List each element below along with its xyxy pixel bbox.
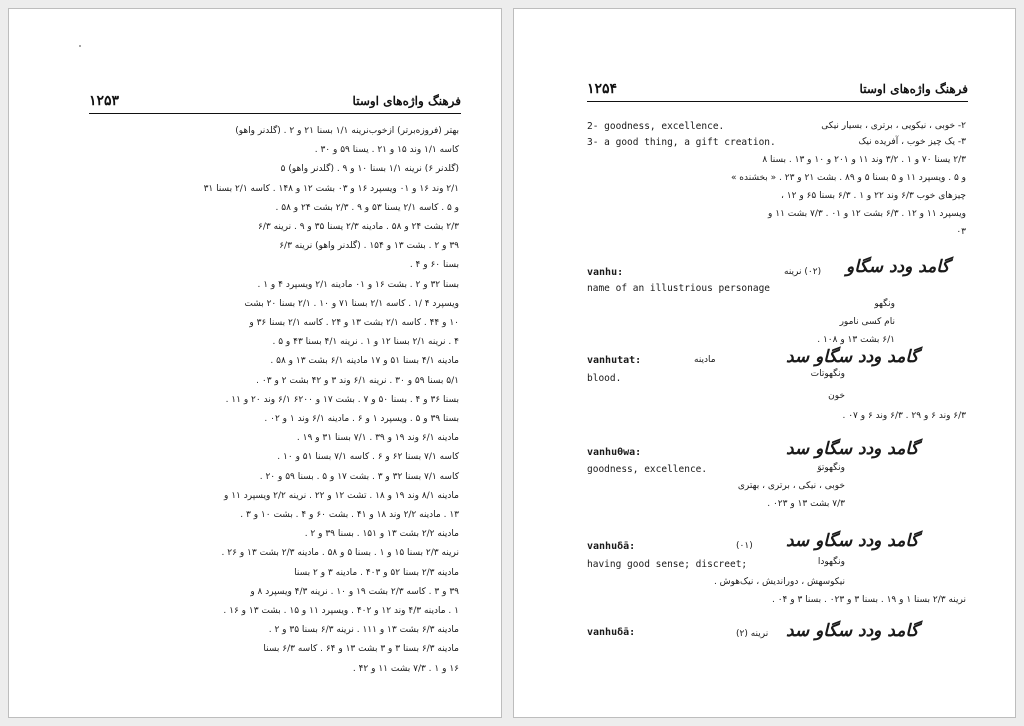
scan-speck xyxy=(79,45,81,47)
reference-line: مادینه ۴/۱ بسنا ۵۱ و ۱۷ مادینه ۶/۱ بشت ۱۳ و ۵۸ . xyxy=(270,356,459,367)
reference-line: ۶/۱ بشت ۱۳ و ۱۰۸ . xyxy=(817,335,895,345)
reference-line: ۱۳ . مادینه ۲/۲ وند ۱۸ و ۴۱ . بشت ۶۰ و ۴ . بشت ۱۰ و ۳ . xyxy=(240,510,459,520)
reference-line: نرینه ۲/۳ بسنا ۱ و ۱۹ . بسنا ۳ و ۰۲۳ . بسنا ۳ و ۰۴ . xyxy=(771,595,966,605)
reference-line: ۰۳ xyxy=(956,227,966,237)
grammar-label: نرینه (۲) xyxy=(736,629,769,639)
reference-line: کاسه ۱/۱ وند ۱۵ و ۲۱ . یسنا ۵۹ و ۳۰ . xyxy=(314,145,459,156)
reference-line: ۳۹ و ۳ . کاسه ۲/۳ بشت ۱۹ و ۱۰ . نرینه ۴/۳ ویسپرد ۸ و xyxy=(250,586,459,597)
definition-fa: خون xyxy=(828,391,845,401)
right-page xyxy=(513,8,1016,718)
reference-line: بسنا ۶۰ و ۴ . xyxy=(409,260,459,271)
reference-line: ۲/۳ یسنا ۷۰ و ۱ . ۳/۲ وند ۱۱ و ۲۰۱ و ۱۰ و ۱۳ . بسنا ۸ xyxy=(762,155,966,165)
reference-line: چیزهای خوب ۶/۳ وند ۲۲ و ۱ . ۶/۳ بسنا ۶۵ و ۱۲ ، xyxy=(781,191,966,201)
definition-en: blood. xyxy=(587,373,622,384)
page-number: ۱۲۵۴ xyxy=(587,81,618,97)
transliteration-fa: ونگهودا xyxy=(817,557,845,567)
headword: vanhuθwa: xyxy=(587,447,642,458)
grammar-label: (۰۲) نرینه xyxy=(784,267,822,277)
grammar-label: (۰۱) xyxy=(736,541,753,551)
reference-line: ویسپرد ۱۱ و ۱۲ . ۶/۳ بشت ۱۲ و ۰۱ . ۷/۳ بشت ۱۱ و xyxy=(768,209,966,219)
avestan-script: ﮔﺎﻣﺪ ﻭﺩﺩ ﺳﮕﺎﻭ ﺳﺪ xyxy=(786,347,919,367)
headword: vanhutat: xyxy=(587,355,642,366)
reference-line: بسنا ۳۹ و ۵ . ویسپرد ۱ و ۶ . مادینه ۶/۱ وند ۱ و ۰۲ . xyxy=(264,414,459,424)
reference-line: ۲/۱ وند ۱۶ و ۰۱ ویسپرد ۱۶ و ۰۳ بشت ۱۲ و ۱۴۸ . کاسه ۲/۱ بسنا ۳۱ xyxy=(203,183,459,194)
reference-line: ویسپرد ۴ /۱ . کاسه ۲/۱ بسنا ۷۱ و ۱۰ . ۲/۱ بسنا ۲۰ بشت xyxy=(244,298,459,309)
avestan-script: ﮔﺎﻣﺪ ﻭﺩﺩ ﺳﮕﺎﻭ xyxy=(846,257,950,277)
reference-line: ۳۹ و ۲ . بشت ۱۳ و ۱۵۴ . (گلدنر واهو) نرینه ۶/۳ xyxy=(279,241,459,252)
running-title: فرهنگ واژه‌های اوستا xyxy=(859,82,968,96)
reference-line: ۲/۳ بشت ۲۴ و ۵۸ . مادینه ۲/۳ یسنا ۳۵ و ۹ . نرینه ۶/۳ xyxy=(258,222,459,232)
definition-en: 3- a good thing, a gift creation. xyxy=(587,137,776,148)
page-header xyxy=(89,93,461,114)
headword: vanhu: xyxy=(587,267,624,278)
reference-line: بسنا ۳۶ و ۴ . بسنا ۵۰ و ۷ . بشت ۱۷ و ۶۲۰۰ ۶/۱ وند ۲۰ و ۱۱ . xyxy=(225,394,459,405)
reference-line: کاسه ۷/۱ بسنا ۶۲ و ۶ . کاسه ۷/۱ بسنا ۵۱ و ۱۰ . xyxy=(277,452,459,463)
reference-line: کاسه ۷/۱ بسنا ۳۲ و ۳ . بشت ۱۷ و ۵ . بسنا ۵۹ و ۲۰ . xyxy=(259,471,459,482)
reference-line: و ۵ . ویسپرد ۱۱ و ۵ بسنا ۵ و ۸۹ . بشت ۲۱ و ۲۳ . « بخشنده » xyxy=(730,173,966,183)
reference-line: ۵/۱ بسنا ۵۹ و ۳۰ . نرینه ۶/۱ وند ۳ و ۴۲ بشت ۲ و ۰۳ . xyxy=(256,375,459,386)
headword: vanhuδā: xyxy=(587,627,636,638)
definition-en: having good sense; discreet; xyxy=(587,559,748,570)
reference-line: مادینه ۸/۱ وند ۱۹ و ۱۸ . تشت ۱۲ و ۲۲ . نرینه ۲/۲ ویسپرد ۱۱ و xyxy=(223,490,459,501)
definition-fa: نیکوسهش ، دوراندیش ، نیک‌هوش . xyxy=(713,577,845,587)
reference-line: مادینه ۲/۲ بشت ۱۳ و ۱۵۱ . بسنا ۳۹ و ۲ . xyxy=(304,529,459,540)
reference-line: بسنا ۳۲ و ۲ . بشت ۱۶ و ۰۱ مادینه ۲/۱ ویسپرد ۴ و ۱ . xyxy=(257,279,459,290)
reference-line: ۱۰ و ۴۴ . کاسه ۲/۱ بشت ۱۳ و ۲۴ . کاسه ۲/۱ بسنا ۳۶ و xyxy=(249,318,459,328)
transliteration-fa: ونگهو xyxy=(874,299,895,309)
definition-en: name of an illustrious personage xyxy=(587,283,771,294)
transliteration-fa: ونگهوتات xyxy=(810,369,845,379)
reference-line: بهتر (فروزه‌برتر) ازخوب‌نرینه ۱/۱ بسنا ۲۱ و ۲ . (گلدنر واهو) xyxy=(235,126,459,136)
reference-line: (گلدنر ۶) نرینه ۱/۱ بسنا ۱۰ و ۹ . (گلدنر واهو) ۵ xyxy=(280,164,459,175)
definition-fa: نام کسی نامور xyxy=(839,317,895,327)
avestan-script: ﮔﺎﻣﺪ ﻭﺩﺩ ﺳﮕﺎﻭ ﺳﺪ xyxy=(786,621,919,641)
grammar-label: مادینه xyxy=(694,355,716,365)
page-header xyxy=(587,81,968,102)
definition-fa: ۲- خوبی ، نیکویی ، برتری ، بسیار نیکی xyxy=(821,121,966,131)
reference-line: مادینه ۶/۳ بشت ۱۳ و ۱۱۱ . نرینه ۶/۳ بسنا ۳۵ و ۲ . xyxy=(268,625,459,636)
reference-line: ۴ . نرینه ۲/۱ بسنا ۱۲ و ۱ . نرینه ۴/۱ بسنا ۴۳ و ۵ . xyxy=(272,337,459,348)
definition-fa: ۳- یک چیز خوب ، آفریده نیک xyxy=(858,137,966,147)
reference-line: مادینه ۲/۳ بسنا ۵۲ و ۴۰۳ . مادینه ۳ و ۲ بسنا xyxy=(294,567,459,578)
transliteration-fa: ونگهوتوَ xyxy=(817,463,845,473)
reference-line: ۶/۳ وند ۶ و ۲۹ . ۶/۳ وند ۶ و ۰۷ . xyxy=(842,411,966,421)
reference-line: و ۵ . کاسه ۲/۱ یسنا ۵۳ و ۹ . ۲/۳ بشت ۲۴ و ۵۸ . xyxy=(275,202,459,213)
definition-en: 2- goodness, excellence. xyxy=(587,121,725,132)
reference-line: ۱۶ و ۱ . ۷/۳ بشت ۱۱ و ۴۲ . xyxy=(352,663,459,674)
left-page xyxy=(8,8,502,718)
running-title: فرهنگ واژه‌های اوستا xyxy=(352,94,461,108)
reference-line: ۱ . مادینه ۴/۳ وند ۱۲ و ۴۰۲ . ویسپرد ۱۱ و ۱۵ . بشت ۱۳ و ۱۶ . xyxy=(223,606,459,616)
reference-line: ۷/۳ بشت ۱۳ و ۰۲۳ . xyxy=(767,499,845,509)
avestan-script: ﮔﺎﻣﺪ ﻭﺩﺩ ﺳﮕﺎﻭ ﺳﺪ xyxy=(786,531,919,551)
avestan-script: ﮔﺎﻣﺪ ﻭﺩﺩ ﺳﮕﺎﻭ ﺳﺪ xyxy=(786,439,919,459)
reference-line: مادینه ۶/۱ وند ۱۹ و ۳۹ . ۷/۱ بسنا ۳۱ و ۱۹ . xyxy=(296,433,459,444)
headword: vanhuδā: xyxy=(587,541,636,552)
definition-en: goodness, excellence. xyxy=(587,464,708,475)
page-number: ۱۲۵۳ xyxy=(89,93,120,109)
reference-line: مادینه ۶/۳ بسنا ۳ و ۳ بشت ۱۳ و ۶۴ . کاسه ۶/۳ بسنا xyxy=(263,644,459,655)
definition-fa: خوبی ، نیکی ، برتری ، بهتری xyxy=(737,481,845,491)
reference-line: نرینه ۲/۳ بسنا ۱۵ و ۱ . بسنا ۵ و ۵۸ . مادینه ۲/۳ بشت ۱۳ و ۲۶ . xyxy=(221,548,459,559)
